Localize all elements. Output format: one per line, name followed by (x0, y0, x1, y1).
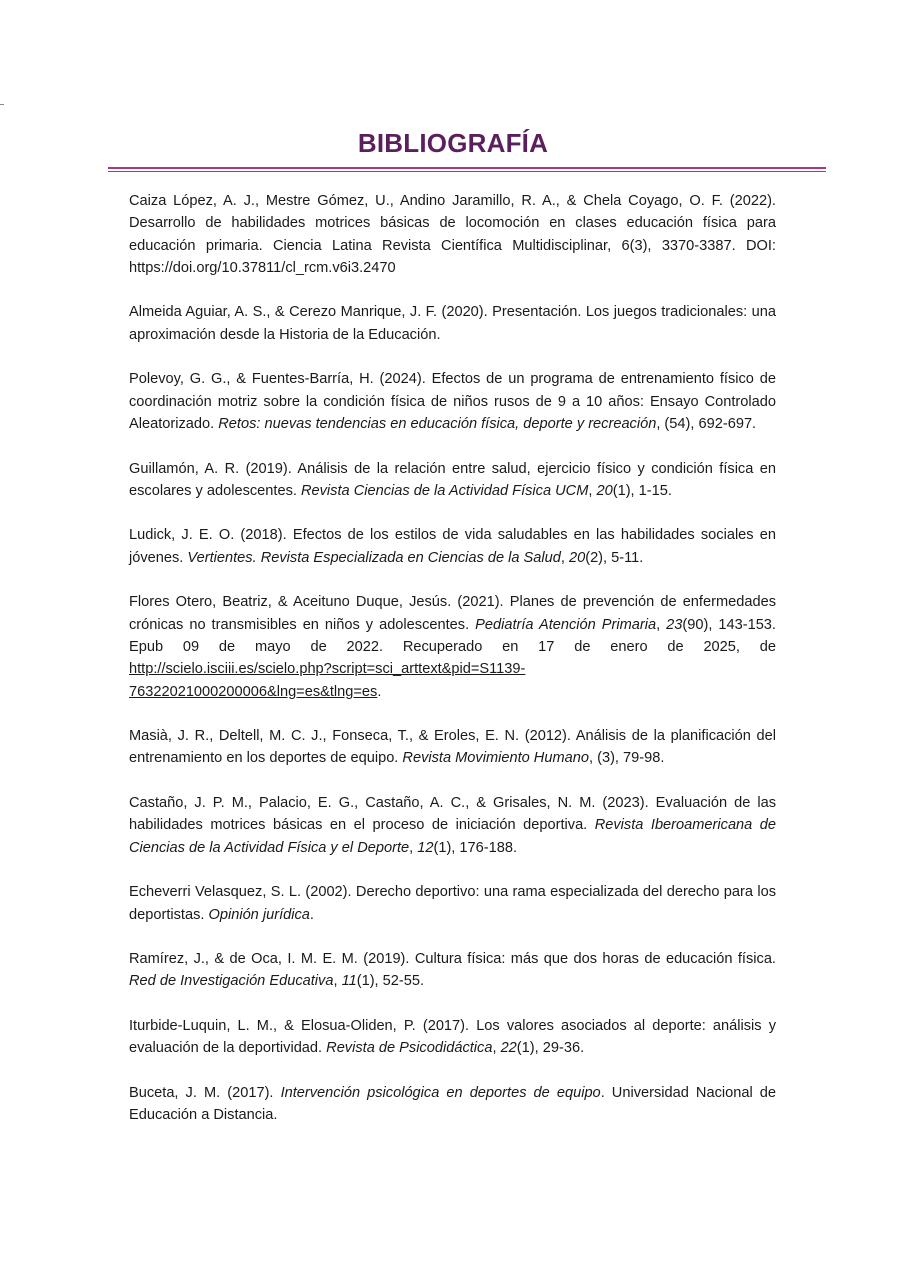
reference-entry (129, 190, 776, 279)
reference-entry (129, 524, 776, 569)
reference-journal: Opinión jurídica (208, 906, 310, 923)
reference-text: Echeverri Velasquez, S. L. (2002). Derecho deportivo: una rama especializada del derecho para los deportistas. (129, 884, 776, 923)
reference-journal: Revista de Psicodidáctica (326, 1040, 493, 1057)
reference-details: , (54), 692-697. (656, 415, 757, 432)
reference-text: Caiza López, A. J., Mestre Gómez, U., Andino Jaramillo, R. A., & Chela Coyago, O. F. (2022). Desarrollo de habilidades motrices básicas de locomoción en clases educación física para educación primaria. Ciencia Latina Revista Científica Multidisciplinar, 6(3), 3370-3387. DOI: https://doi.org/10.37811/cl_rcm.v6i3.2470 (129, 193, 776, 276)
reference-journal: Pediatría Atención Primaria (475, 616, 657, 633)
page-corner-mark (0, 104, 4, 105)
reference-text: Almeida Aguiar, A. S., & Cerezo Manrique, J. F. (2020). Presentación. Los juegos tradicionales: una aproximación desde la Historia de la Educación. (129, 304, 776, 343)
reference-entry (129, 368, 776, 435)
reference-volume: 22 (500, 1040, 517, 1057)
reference-details: (2), 5-11. (585, 549, 644, 566)
reference-entry (129, 948, 776, 993)
reference-details: (1), 1-15. (612, 482, 672, 499)
reference-details: (1), 176-188. (433, 839, 518, 856)
reference-text: Buceta, J. M. (2017). (129, 1084, 281, 1101)
reference-details: . Universidad Nacional de Educación a Distancia. (129, 1084, 777, 1124)
reference-list (129, 190, 776, 1149)
reference-link[interactable]: http://scielo.isciii.es/scielo.php?script=sci_arttext&pid=S1139-76322021000200006&lng=es&tlng=es (129, 661, 526, 700)
page-title: BIBLIOGRAFÍA (357, 128, 549, 158)
reference-entry (129, 301, 776, 346)
reference-separator: , (588, 482, 597, 499)
reference-end: . (377, 683, 382, 700)
reference-details: (1), 29-36. (516, 1040, 585, 1057)
reference-volume: 23 (666, 616, 683, 633)
reference-entry (129, 1015, 776, 1060)
reference-volume: 11 (341, 973, 357, 990)
reference-details: . (309, 906, 314, 923)
reference-separator: , (492, 1040, 501, 1057)
reference-journal: Vertientes. Revista Especializada en Ciencias de la Salud (187, 549, 561, 566)
reference-separator: , (656, 616, 667, 633)
reference-entry (129, 725, 776, 770)
reference-journal: Red de Investigación Educativa (129, 973, 334, 990)
reference-volume: 20 (596, 482, 613, 499)
title-divider (108, 167, 826, 172)
reference-text: Castaño, J. P. M., Palacio, E. G., Castaño, A. C., & Grisales, N. M. (2023). Evaluación de las habilidades motrices básicas en el proceso de iniciación deportiva. (129, 795, 776, 834)
reference-details: (1), 52-55. (356, 973, 425, 990)
reference-separator: , (409, 839, 418, 856)
reference-separator: , (560, 549, 569, 566)
reference-journal: Intervención psicológica en deportes de equipo (280, 1084, 601, 1101)
reference-journal: Revista Iberoamericana de Ciencias de la Actividad Física y el Deporte (129, 817, 777, 856)
reference-text: Iturbide-Luquin, L. M., & Elosua-Oliden, P. (2017). Los valores asociados al deporte: análisis y evaluación de la deportividad. (129, 1017, 776, 1057)
reference-text: Flores Otero, Beatriz, & Aceituno Duque, Jesús. (2021). Planes de prevención de enfermedades crónicas no transmisibles en niños y adolescentes. (129, 594, 776, 633)
reference-entry (129, 458, 776, 503)
reference-text: Ludick, J. E. O. (2018). Efectos de los estilos de vida saludables en las habilidades sociales en jóvenes. (129, 527, 776, 566)
reference-text: Guillamón, A. R. (2019). Análisis de la relación entre salud, ejercicio físico y condición física en escolares y adolescentes. (129, 460, 776, 499)
reference-journal: Retos: nuevas tendencias en educación física, deporte y recreación (218, 415, 657, 432)
reference-text: Polevoy, G. G., & Fuentes-Barría, H. (2024). Efectos de un programa de entrenamiento físico de coordinación motriz sobre la condición física de niños rusos de 9 a 10 años: Ensayo Controlado Aleatorizado. (129, 371, 776, 432)
reference-entry (129, 792, 776, 859)
reference-text: Masià, J. R., Deltell, M. C. J., Fonseca, T., & Eroles, E. N. (2012). Análisis de la planificación del entrenamiento en los deportes de equipo. (129, 728, 776, 767)
reference-volume: 20 (568, 549, 586, 566)
reference-separator: , (333, 973, 342, 990)
reference-entry (129, 591, 776, 702)
reference-details: , (3), 79-98. (588, 750, 665, 767)
reference-details: (90), 143-153. Epub 09 de mayo de 2022. Recuperado en 17 de enero de 2025, de (129, 616, 776, 655)
reference-text: Ramírez, J., & de Oca, I. M. E. M. (2019). Cultura física: más que dos horas de educación física. (129, 951, 776, 968)
reference-journal: Revista Ciencias de la Actividad Física UCM (300, 482, 589, 499)
reference-volume: 12 (417, 839, 434, 856)
reference-entry (129, 1082, 776, 1127)
reference-entry (129, 881, 776, 926)
reference-journal: Revista Movimiento Humano (402, 750, 589, 767)
